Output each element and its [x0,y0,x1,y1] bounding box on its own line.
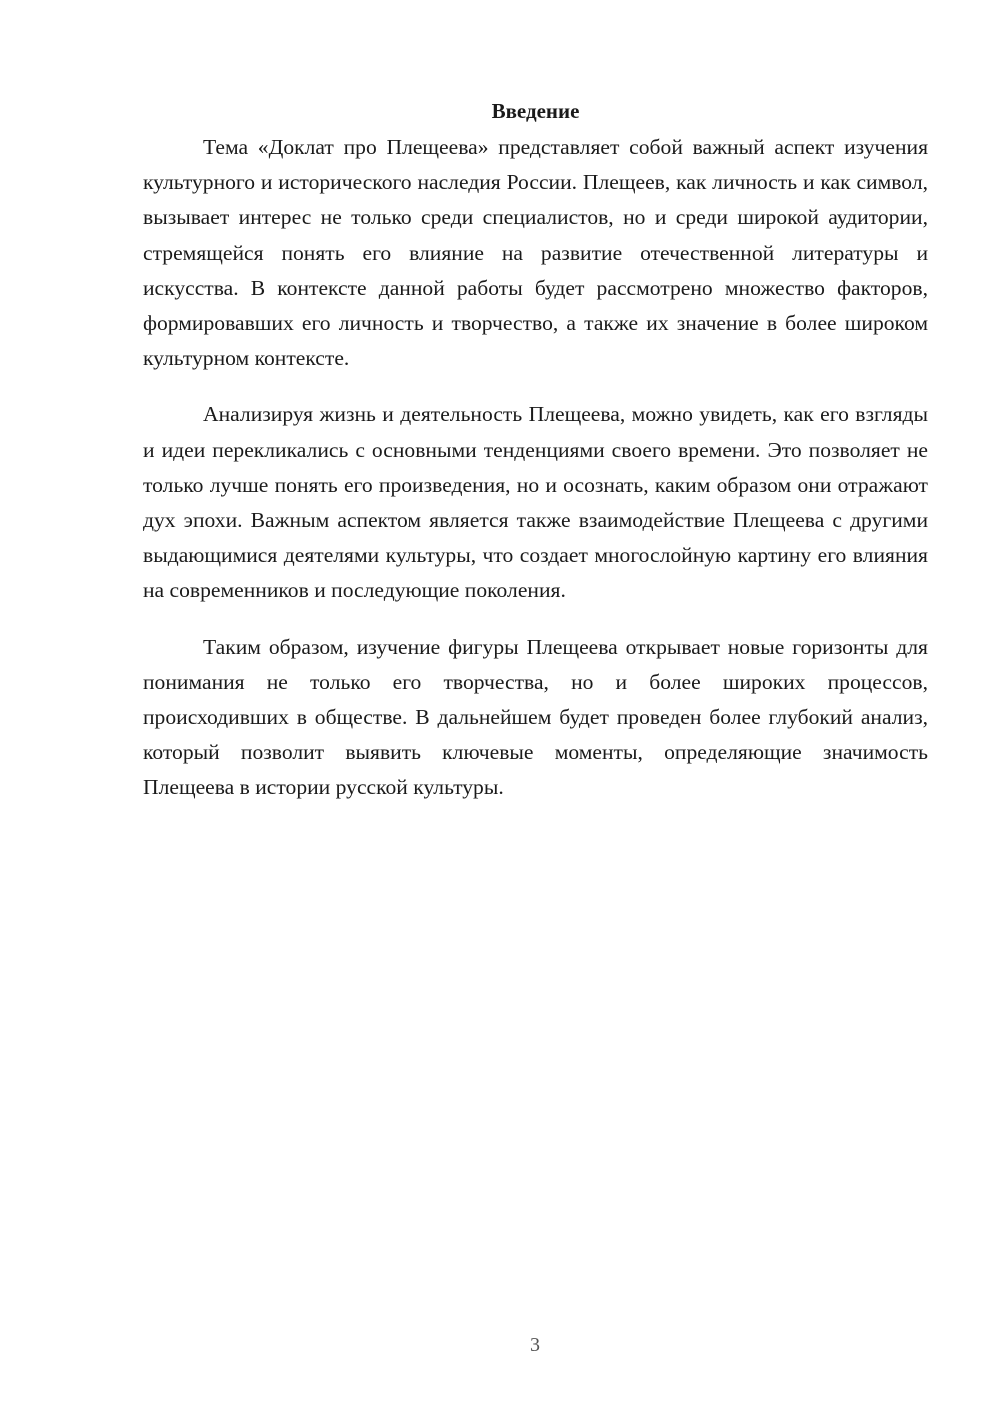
page-content [143,96,928,806]
paragraph-1: Тема «Доклат про Плещеева» представляет собой важный аспект изучения культурного и исторического наследия России. Плещеев, как личность и как символ, вызывает интерес не только среди специалистов, но и среди широкой аудитории, стремящейся понять его влияние на развитие отечественной литературы и искусства. В контексте данной работы будет рассмотрено множество факторов, формировавших его личность и творчество, а также их значение в более широком культурном контексте. [143,135,928,371]
paragraph-3: Таким образом, изучение фигуры Плещеева открывает новые горизонты для понимания не только его творчества, но и более широких процессов, происходивших в обществе. В дальнейшем будет проведен более глубокий анализ, который позволит выявить ключевые моменты, определяющие значимость Плещеева в истории русской культуры. [143,634,928,800]
section-title: Введение [491,99,580,123]
page-number: 3 [530,1334,540,1356]
paragraph-2: Анализируя жизнь и деятельность Плещеева, можно увидеть, как его взгляды и идеи перекликались с основными тенденциями своего времени. Это позволяет не только лучше понять его произведения, но и осознать, каким образом они отражают дух эпохи. Важным аспектом является также взаимодействие Плещеева с другими выдающимися деятелями культуры, что создает многослойную картину его влияния на современников и последующие поколения. [143,402,928,603]
